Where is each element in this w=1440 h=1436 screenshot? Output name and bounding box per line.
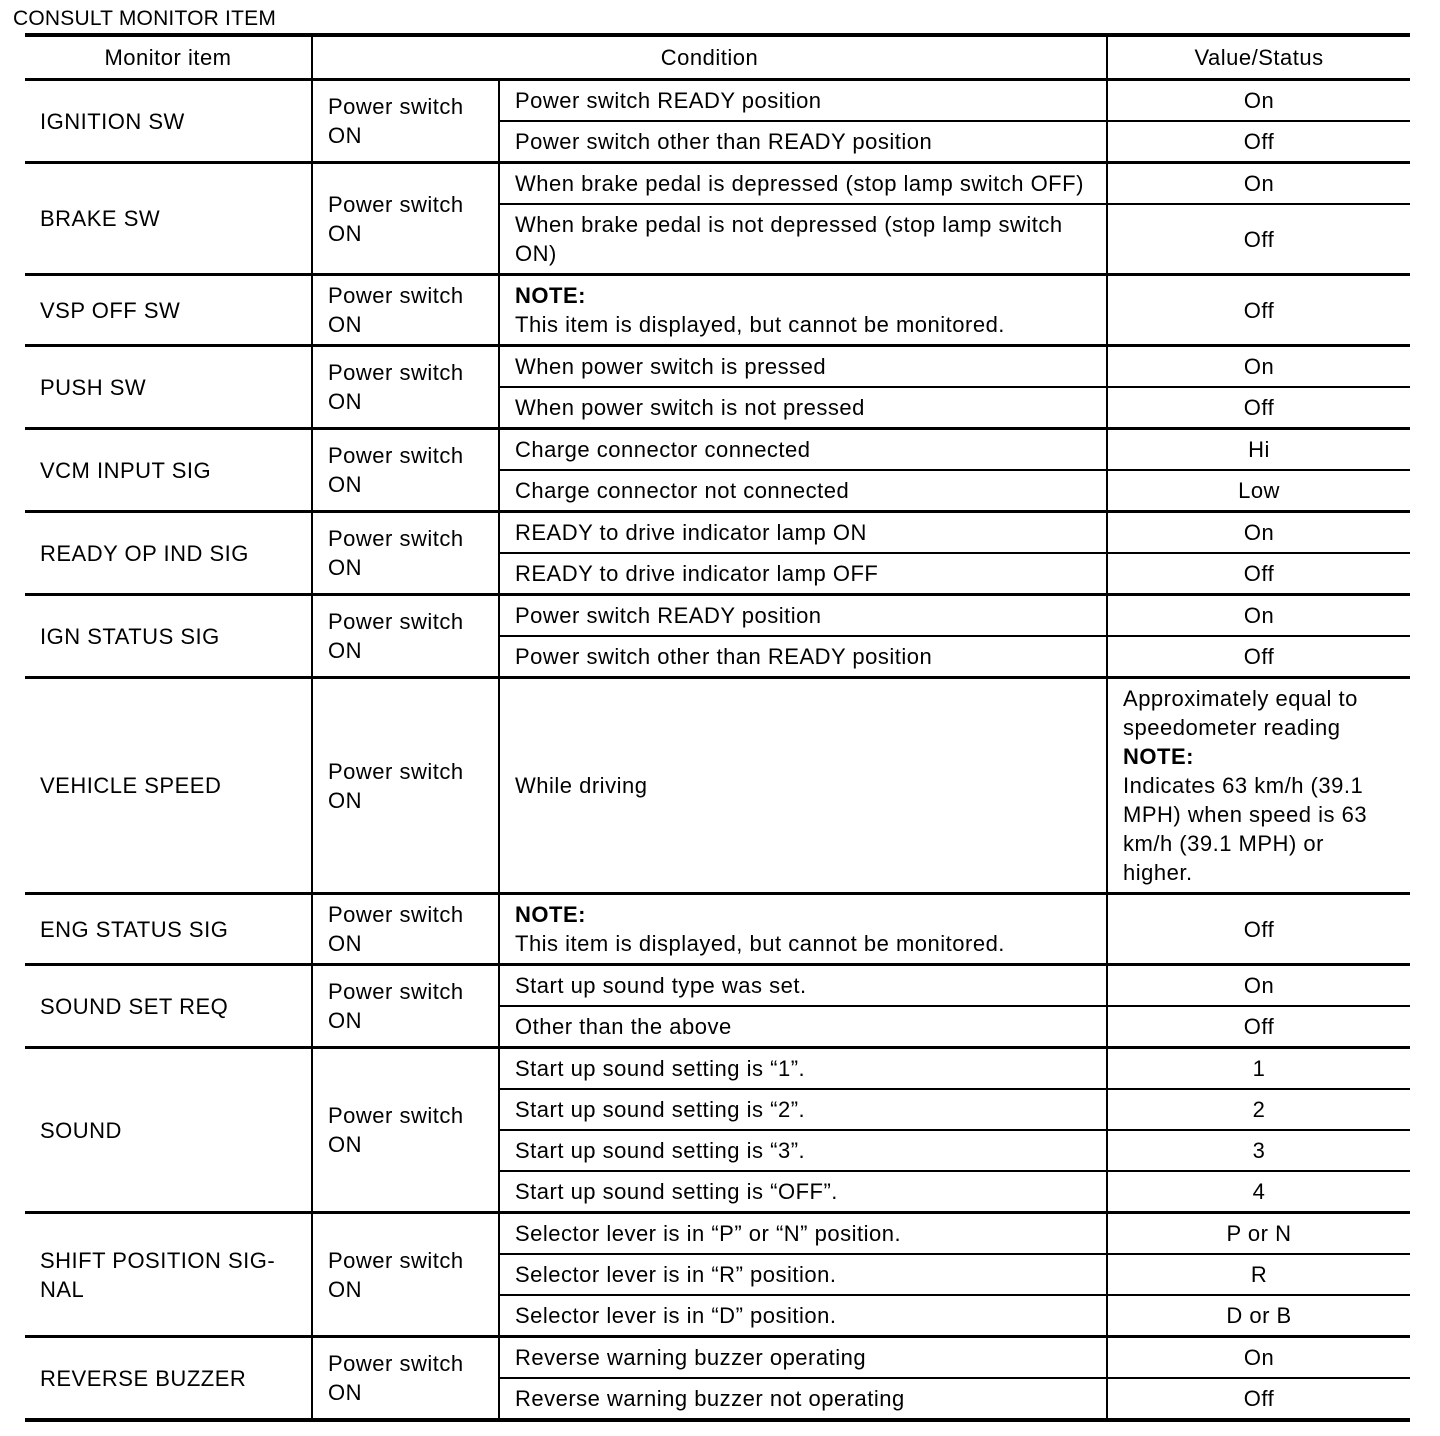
- document-title: CONSULT MONITOR ITEM: [13, 7, 277, 30]
- monitor-item-cell: PUSH SW: [25, 346, 312, 429]
- monitor-item-cell: IGN STATUS SIG: [25, 595, 312, 678]
- note-label: NOTE:: [515, 902, 586, 927]
- header-monitor-item: Monitor item: [25, 35, 312, 80]
- power-condition-cell: Power switch ON: [312, 678, 499, 894]
- value-cell: On: [1107, 595, 1410, 637]
- monitor-item-cell: SHIFT POSITION SIG- NAL: [25, 1213, 312, 1337]
- power-condition-cell: Power switch ON: [312, 1048, 499, 1213]
- condition-cell: READY to drive indicator lamp OFF: [499, 553, 1107, 595]
- power-condition-cell: Power switch ON: [312, 1337, 499, 1421]
- table-row: [25, 163, 1410, 205]
- monitor-item-cell: SOUND SET REQ: [25, 965, 312, 1048]
- table-row: [25, 80, 1410, 122]
- condition-cell: Other than the above: [499, 1006, 1107, 1048]
- condition-cell: When brake pedal is not depressed (stop lamp switch ON): [499, 204, 1107, 275]
- condition-cell: Charge connector not connected: [499, 470, 1107, 512]
- value-cell: Hi: [1107, 429, 1410, 471]
- value-cell: Off: [1107, 553, 1410, 595]
- condition-cell: Start up sound setting is “2”.: [499, 1089, 1107, 1130]
- table-row: [25, 595, 1410, 637]
- value-cell: On: [1107, 965, 1410, 1007]
- condition-cell: Start up sound setting is “OFF”.: [499, 1171, 1107, 1213]
- table-row: [25, 429, 1410, 471]
- condition-cell: When power switch is pressed: [499, 346, 1107, 388]
- power-condition-cell: Power switch ON: [312, 595, 499, 678]
- value-cell: Low: [1107, 470, 1410, 512]
- note-label: NOTE:: [1123, 744, 1194, 769]
- power-condition-cell: Power switch ON: [312, 1213, 499, 1337]
- condition-cell: Power switch other than READY position: [499, 636, 1107, 678]
- value-cell: R: [1107, 1254, 1410, 1295]
- value-note-cell: [1107, 678, 1410, 894]
- condition-cell: Selector lever is in “P” or “N” position.: [499, 1213, 1107, 1255]
- value-cell: P or N: [1107, 1213, 1410, 1255]
- monitor-item-cell: IGNITION SW: [25, 80, 312, 163]
- condition-cell: Start up sound setting is “1”.: [499, 1048, 1107, 1090]
- condition-cell: READY to drive indicator lamp ON: [499, 512, 1107, 554]
- condition-cell: Power switch other than READY position: [499, 121, 1107, 163]
- condition-cell: Selector lever is in “R” position.: [499, 1254, 1107, 1295]
- value-cell: On: [1107, 163, 1410, 205]
- power-condition-cell: Power switch ON: [312, 429, 499, 512]
- value-cell: Off: [1107, 1006, 1410, 1048]
- value-cell: Off: [1107, 204, 1410, 275]
- value-cell: On: [1107, 80, 1410, 122]
- monitor-item-cell: ENG STATUS SIG: [25, 894, 312, 965]
- table-row: [25, 894, 1410, 965]
- table-row: [25, 512, 1410, 554]
- condition-cell: Power switch READY position: [499, 80, 1107, 122]
- header-condition: Condition: [312, 35, 1107, 80]
- value-cell: D or B: [1107, 1295, 1410, 1337]
- value-cell: Off: [1107, 275, 1410, 346]
- power-condition-cell: Power switch ON: [312, 512, 499, 595]
- value-cell: On: [1107, 1337, 1410, 1379]
- table-row: [25, 965, 1410, 1007]
- table-row: [25, 275, 1410, 346]
- monitor-item-cell: REVERSE BUZZER: [25, 1337, 312, 1421]
- value-cell: Off: [1107, 121, 1410, 163]
- value-cell: 4: [1107, 1171, 1410, 1213]
- condition-cell: When power switch is not pressed: [499, 387, 1107, 429]
- value-cell: Off: [1107, 387, 1410, 429]
- note-text: This item is displayed, but cannot be monitored.: [515, 931, 1005, 956]
- condition-cell: Start up sound setting is “3”.: [499, 1130, 1107, 1171]
- condition-cell: While driving: [499, 678, 1107, 894]
- monitor-item-cell: VSP OFF SW: [25, 275, 312, 346]
- table-row: [25, 1213, 1410, 1255]
- monitor-item-cell: VCM INPUT SIG: [25, 429, 312, 512]
- monitor-item-cell: BRAKE SW: [25, 163, 312, 275]
- power-condition-cell: Power switch ON: [312, 80, 499, 163]
- header-value-status: Value/Status: [1107, 35, 1410, 80]
- value-cell: On: [1107, 512, 1410, 554]
- power-condition-cell: Power switch ON: [312, 275, 499, 346]
- table-row: [25, 1337, 1410, 1379]
- condition-cell: Charge connector connected: [499, 429, 1107, 471]
- power-condition-cell: Power switch ON: [312, 894, 499, 965]
- consult-monitor-table: [25, 33, 1410, 1422]
- condition-cell: Start up sound type was set.: [499, 965, 1107, 1007]
- note-text: This item is displayed, but cannot be monitored.: [515, 312, 1005, 337]
- condition-note-cell: [499, 275, 1107, 346]
- note-text: Indicates 63 km/h (39.1 MPH) when speed is 63 km/h (39.1 MPH) or higher.: [1123, 773, 1368, 885]
- condition-cell: Reverse warning buzzer operating: [499, 1337, 1107, 1379]
- condition-cell: Reverse warning buzzer not operating: [499, 1378, 1107, 1420]
- value-cell: 2: [1107, 1089, 1410, 1130]
- table-header-row: [25, 35, 1410, 80]
- monitor-item-cell: VEHICLE SPEED: [25, 678, 312, 894]
- value-cell: Off: [1107, 636, 1410, 678]
- condition-cell: When brake pedal is depressed (stop lamp switch OFF): [499, 163, 1107, 205]
- table-row: [25, 678, 1410, 894]
- condition-cell: Power switch READY position: [499, 595, 1107, 637]
- power-condition-cell: Power switch ON: [312, 965, 499, 1048]
- condition-cell: Selector lever is in “D” position.: [499, 1295, 1107, 1337]
- power-condition-cell: Power switch ON: [312, 163, 499, 275]
- value-main-text: Approximately equal to speedometer reading: [1123, 686, 1358, 740]
- table-row: [25, 346, 1410, 388]
- monitor-item-cell: SOUND: [25, 1048, 312, 1213]
- value-cell: Off: [1107, 894, 1410, 965]
- power-condition-cell: Power switch ON: [312, 346, 499, 429]
- monitor-item-cell: READY OP IND SIG: [25, 512, 312, 595]
- value-cell: 3: [1107, 1130, 1410, 1171]
- table-row: [25, 1048, 1410, 1090]
- value-cell: 1: [1107, 1048, 1410, 1090]
- value-cell: On: [1107, 346, 1410, 388]
- condition-note-cell: [499, 894, 1107, 965]
- note-label: NOTE:: [515, 283, 586, 308]
- value-cell: Off: [1107, 1378, 1410, 1420]
